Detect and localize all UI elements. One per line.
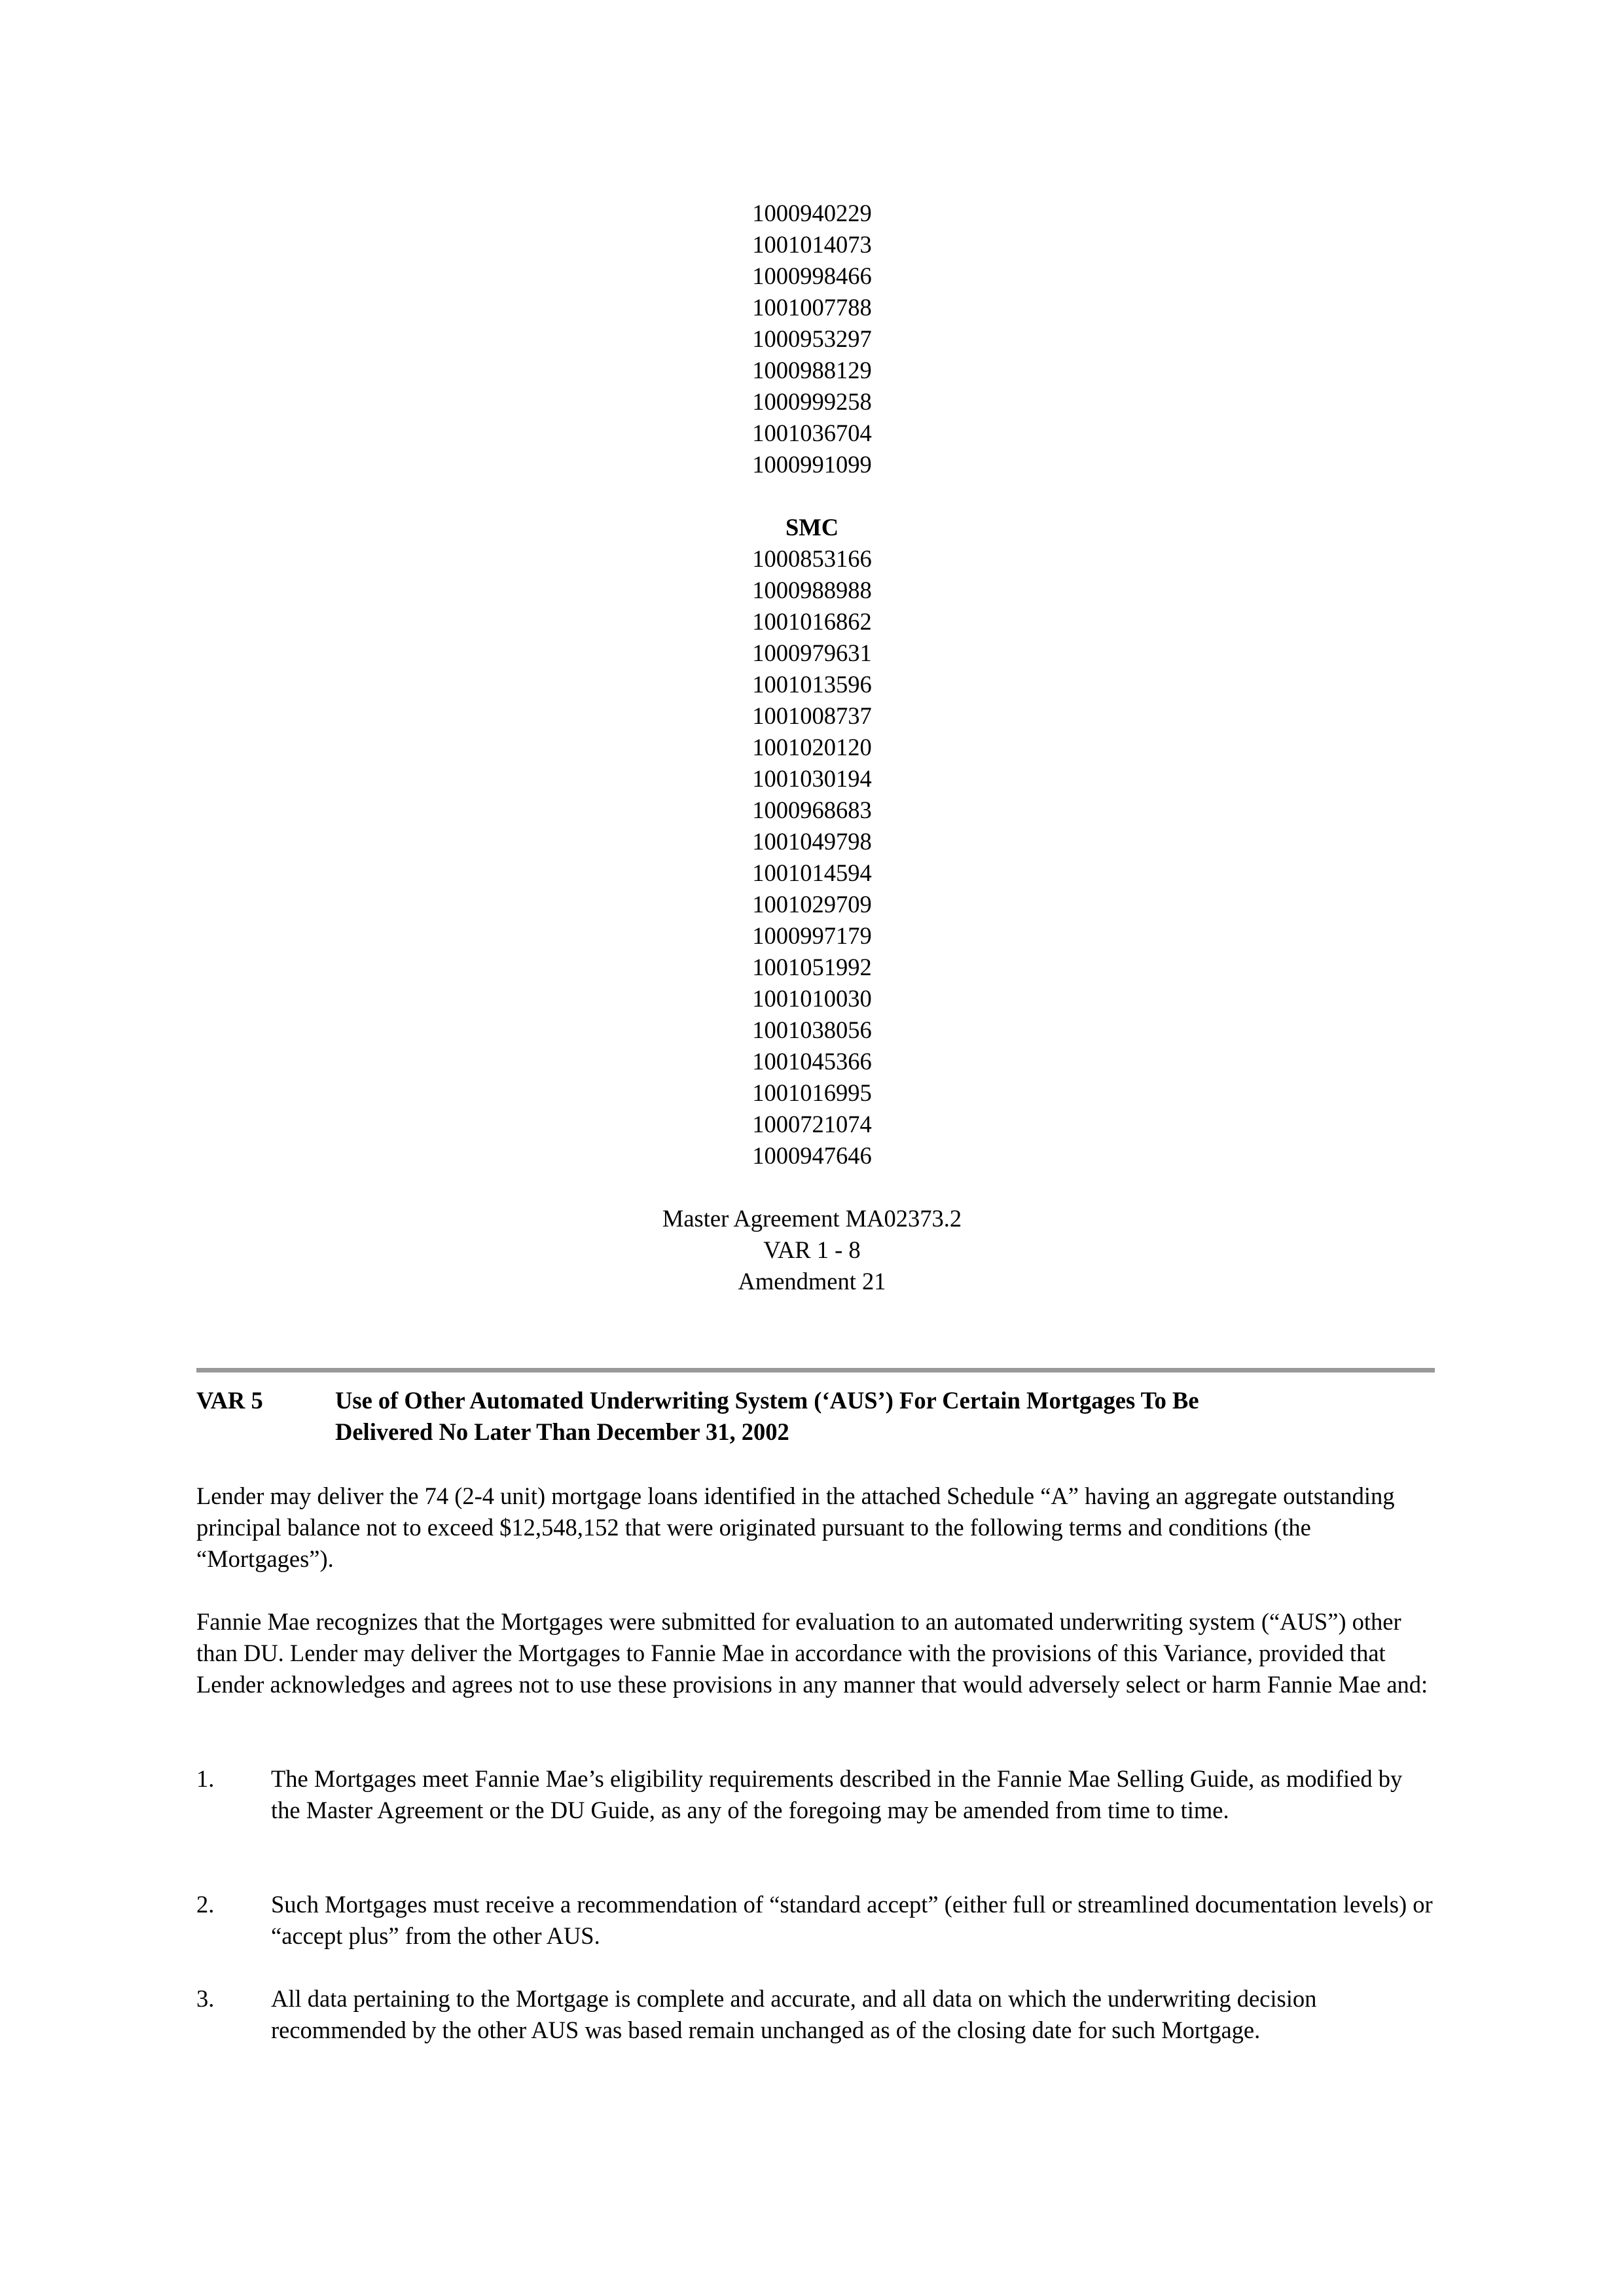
agreement-header [0,1203,1624,1297]
loan-number: 1000999258 [752,388,872,415]
variance-number: VAR 5 [196,1387,263,1414]
loan-number: 1001014594 [752,859,872,886]
loan-number: 1001036704 [752,420,872,446]
loan-number: 1000998466 [752,262,872,289]
loan-number: 1001051992 [752,954,872,980]
loan-number: 1000968683 [752,797,872,823]
loan-number: 1000991099 [752,451,872,478]
loan-number: 1001013596 [752,671,872,698]
loan-number: 1001029709 [752,891,872,918]
smc-heading: SMC [785,514,839,541]
loan-number: 1001049798 [752,828,872,855]
loan-number: 1001016995 [752,1079,872,1106]
loan-number: 1000979631 [752,639,872,666]
variance-title [335,1385,1435,1448]
loan-number: 1001008737 [752,702,872,729]
loan-number: 1000853166 [752,545,872,572]
list-item-text: The Mortgages meet Fannie Mae’s eligibility requirements described in the Fannie Mae Selling Guide, as modified by the Master Agreement or the DU Guide, as any of the foregoing may be amended from time to time. [271,1765,1403,1823]
loan-number-list-top [0,198,1624,480]
list-item-number: 2. [196,1891,215,1918]
loan-number: 1001010030 [752,985,872,1012]
loan-number: 1000997179 [752,922,872,949]
agreement-number: Master Agreement MA02373.2 [662,1205,962,1232]
list-item-number: 1. [196,1765,215,1792]
loan-number: 1001020120 [752,734,872,761]
amendment-number: Amendment 21 [738,1268,886,1295]
loan-number: 1000988988 [752,577,872,603]
variance-title-line: Delivered No Later Than December 31, 2002 [335,1418,789,1445]
loan-number: 1000940229 [752,200,872,226]
loan-number: 1000947646 [752,1142,872,1169]
paragraph-delivery-terms: Lender may deliver the 74 (2-4 unit) mortgage loans identified in the attached Schedule “A” having an aggregate outstanding principal balance not to exceed $12,548,152 that were originated pursuant to the following terms and conditions (the “Mortgages”). [196,1482,1395,1572]
smc-section [0,512,1624,1172]
loan-number: 1001007788 [752,294,872,321]
horizontal-rule [196,1368,1435,1372]
list-item-text: Such Mortgages must receive a recommendation of “standard accept” (either full or streamlined documentation levels) or “accept plus” from the other AUS. [271,1891,1433,1949]
loan-number: 1001038056 [752,1016,872,1043]
loan-number: 1001045366 [752,1048,872,1075]
list-item-number: 3. [196,1985,215,2012]
loan-number: 1001014073 [752,231,872,258]
loan-number: 1001016862 [752,608,872,635]
loan-number: 1000721074 [752,1111,872,1138]
loan-number: 1000953297 [752,325,872,352]
list-item-text: All data pertaining to the Mortgage is complete and accurate, and all data on which the underwriting decision recommended by the other AUS was based remain unchanged as of the closing date for such Mortgage. [271,1985,1317,2043]
variance-range: VAR 1 - 8 [763,1236,861,1263]
loan-number: 1001030194 [752,765,872,792]
paragraph-aus-recognition: Fannie Mae recognizes that the Mortgages were submitted for evaluation to an automated underwriting system (“AUS”) other than DU. Lender may deliver the Mortgages to Fannie Mae in accordance with the provisions of this Variance, provided that Lender acknowledges and agrees not to use these provisions in any manner that would adversely select or harm Fannie Mae and: [196,1608,1428,1698]
loan-number: 1000988129 [752,357,872,384]
variance-title-line: Use of Other Automated Underwriting System (‘AUS’) For Certain Mortgages To Be [335,1387,1199,1414]
